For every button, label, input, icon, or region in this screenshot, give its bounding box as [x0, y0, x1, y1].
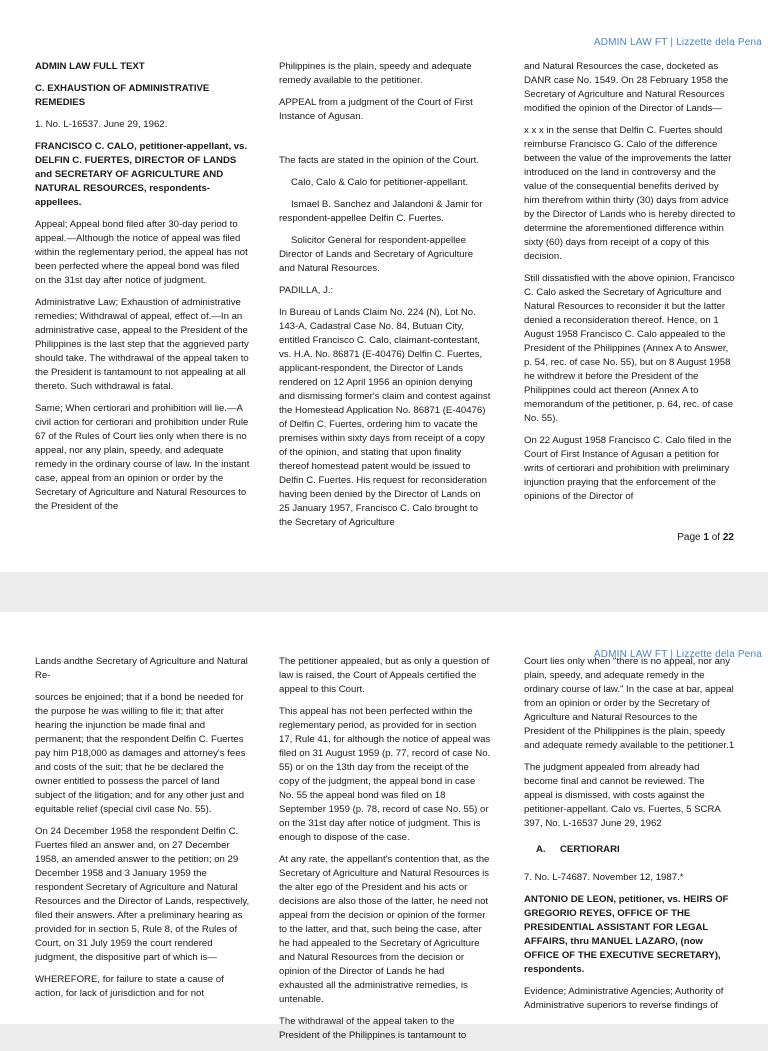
section-heading [536, 843, 736, 857]
text-column-1 [35, 60, 250, 522]
page-number: Page 1 of 22 [677, 532, 734, 543]
quoted-paragraph: x x x in the sense that Delfin C. Fuertes should reimburse Francisco G. Calo of the difference between the value of the improvements the latter introduced on the land in controversy and the value of the consequential benefits derived by him therefrom within thirty (30) days from advice by the Director of Lands who is hereby directed to determine the aforementioned difference within sixty (60) days from receipt of a copy of this decision. [524, 125, 736, 262]
syllabus-paragraph: Evidence; Administrative Agencies; Authority of Administrative superiors to reverse findings of [524, 986, 724, 1011]
counsel-line: Solicitor General for respondent-appellee Director of Lands and Secretary of Agriculture and Natural Resources. [279, 235, 474, 274]
counsel-line: Calo, Calo & Calo for petitioner-appellant. [291, 177, 469, 188]
text-column-3 [524, 60, 736, 512]
section-letter: A. [536, 844, 546, 855]
body-paragraph: The withdrawal of the appeal taken to the President of the Philippines is tantamount to [279, 1016, 467, 1041]
document-title: ADMIN LAW FULL TEXT [35, 61, 145, 72]
body-paragraph: Lands andthe Secretary of Agriculture and Natural Re- [35, 656, 248, 681]
ponente: PADILLA, J.: [279, 285, 334, 296]
body-paragraph: At any rate, the appellant's contention that, as the Secretary of Agriculture and Natural Resources is the alter ego of the President and his acts or decisions are also those of the latter, he need not appeal from the decision or opinion of the former to the latter, and that, such being the case, after he had appealed to the Secretary of Agriculture and Natural Resources from the decision or opinion of the Director of Lands he had exhausted all the administrative remedies, is untenable. [279, 854, 490, 1005]
running-header: ADMIN LAW FT | Lizzette dela Pena [593, 649, 762, 660]
body-paragraph: Still dissatisfied with the above opinion, Francisco C. Calo asked the Secretary of Agriculture and Natural Resources to reconsider it but the latter denied a reconsideration thereof. Hence, on 1 August 1958 Francisco C. Calo appealed to the President of the Philippines (Annex A to Answer, p. 54, rec. of case No. 55), but on 8 August 1958 he withdrew it before the President of the Philippines could act thereon (Annex A to memorandum of the petitioner, p. 64, rec. of case No. 55). [524, 273, 735, 424]
body-paragraph: On 24 December 1958 the respondent Delfin C. Fuertes filed an answer and, on 27 December 1958, an amended answer to the petition; on 29 December 1958 and 3 January 1959 the respondent Secretary of Agriculture and Natural Resources and the Director of Lands, respectively, filed their answers. After a preliminary hearing as provided for in section 5, Rule 8, of the Rules of Court, on 31 July 1959 the court rendered judgment, the dispositive part of which is— [35, 826, 250, 963]
body-paragraph: This appeal has not been perfected within the reglementary period, as provided for in section 17, Rule 41, for although the notice of appeal was filed on 31 August 1959 (p. 77, record of case No. 55) or on the 13th day from the receipt of the copy of the judgment, the appeal bond in case No. 55 the appeal bond was filed on 18 September 1959 (p. 78, record of case No. 55) or on the 31st day after notice of judgment. This is enough to dispose of the case. [279, 706, 491, 843]
body-paragraph: On 22 August 1958 Francisco C. Calo filed in the Court of First Instance of Agusan a petition for writs of certiorari and prohibition with preliminary injunction praying that the enforcement of the opinions of the Director of [524, 435, 732, 502]
body-paragraph: The judgment appealed from already had become final and cannot be reviewed. The appeal is dismissed, with costs against the petitioner-appellant. Calo vs. Fuertes, 5 SCRA 397, No. L-16537 June 29, 1962 [524, 762, 721, 829]
case-number: 1. No. L-16537. June 29, 1962. [35, 119, 168, 130]
body-paragraph: In Bureau of Lands Claim No. 224 (N), Lot No. 143-A, Cadastral Case No. 84, Butuan City, entitled Francisco C. Calo, claimant-contestant, vs. H.A. No. 86871 (E-40476) Delfin C. Fuertes, applicant-respondent, the Director of Lands rendered on 12 April 1956 an opinion denying and dismissing former's claim and contest against the Homestead Application No. 86871 (E-40476) of Delfin C. Fuertes, ordering him to vacate the premises within sixty days from receipt of a copy of the opinion, and stating that upon finality thereof homestead patent would be issued to Delfin C. Fuertes. His request for reconsideration having been denied by the Director of Lands on 25 January 1957, Francisco C. Calo brought to the Secretary of Agriculture [279, 307, 491, 528]
body-paragraph: The facts are stated in the opinion of the Court. [279, 155, 479, 166]
body-paragraph: The petitioner appealed, but as only a question of law is raised, the Court of Appeals certified the appeal to this Court. [279, 656, 490, 695]
text-column-1 [35, 655, 250, 1009]
text-column-3 [524, 655, 736, 1021]
body-paragraph: sources be enjoined; that if a bond be needed for the purpose he was willing to file it; that after hearing the injunction be made final and permanent; that the respondent Delfin C. Fuertes pay him P18,000 as damages and attorney's fees and costs of the suit; that he be declared the owner entitled to possess the parcel of land subject of the litigation; and for any other just and equitable relief (special civil case No. 55). [35, 692, 246, 815]
running-header: ADMIN LAW FT | Lizzette dela Pena [593, 37, 762, 48]
body-paragraph: Court lies only when "there is no appeal, nor any plain, speedy, and adequate remedy in the ordinary course of law." In the case at bar, appeal from an opinion or order by the Secretary of Agriculture and Natural Resources to the President of the Philippines is the plain, speedy and adequate remedy available to the petitioner.1 [524, 656, 735, 751]
document-page-2 [0, 612, 768, 1041]
syllabus-paragraph: Same; When certiorari and prohibition will lie.—A civil action for certiorari and prohibition under Rule 67 of the Rules of Court lies only when there is no appeal, nor any plain, speedy, and adequate remedy in the ordinary course of law. In the instant case, appeal from an opinion or order by the Secretary of Agriculture and Natural Resources to the President of the [35, 403, 250, 512]
body-paragraph: Philippines is the plain, speedy and adequate remedy available to the petitioner. [279, 61, 472, 86]
syllabus-paragraph: Administrative Law; Exhaustion of administrative remedies; Withdrawal of appeal, effect of.—In an administrative case, appeal to the President of the Philippines is the last step that the aggrieved party should take. The withdrawal of the appeal taken to the President is tantamount to not appealing at all thereto. Such withdrawal is fatal. [35, 297, 249, 392]
body-paragraph: WHEREFORE, for failure to state a cause of action, for lack of jurisdiction and for not [35, 974, 224, 999]
section-heading: C. EXHAUSTION OF ADMINISTRATIVE REMEDIES [35, 83, 210, 108]
body-paragraph: APPEAL from a judgment of the Court of First Instance of Agusan. [279, 97, 473, 122]
counsel-line: Ismael B. Sanchez and Jalandoni & Jamir for respondent-appellee Delfin C. Fuertes. [279, 199, 483, 224]
case-number: 7. No. L-74687. November 12, 1987.* [524, 872, 684, 883]
case-parties: FRANCISCO C. CALO, petitioner-appellant, vs. DELFIN C. FUERTES, DIRECTOR OF LANDS and SECRETARY OF AGRICULTURE AND NATURAL RESOURCES, respondents-appellees. [35, 141, 248, 208]
syllabus-paragraph: Appeal; Appeal bond filed after 30-day period to appeal.—Although the notice of appeal was filed within the reglementary period, the appeal has not been perfected where the appeal bond was filed on the 31st day after notice of judgment. [35, 219, 248, 286]
section-title: CERTIORARI [560, 844, 620, 855]
text-column-2 [279, 655, 491, 1051]
text-column-2 [279, 60, 491, 538]
case-parties: ANTONIO DE LEON, petitioner, vs. HEIRS OF GREGORIO REYES, OFFICE OF THE PRESIDENTIAL ASSISTANT FOR LEGAL AFFAIRS, thru MANUEL LAZARO, (now OFFICE OF THE EXECUTIVE SECRETARY), respondents. [524, 894, 729, 975]
body-paragraph: and Natural Resources the case, docketed as DANR case No. 1549. On 28 February 1958 the Secretary of Agriculture and Natural Resources modified the opinion of the Director of Lands— [524, 61, 729, 114]
